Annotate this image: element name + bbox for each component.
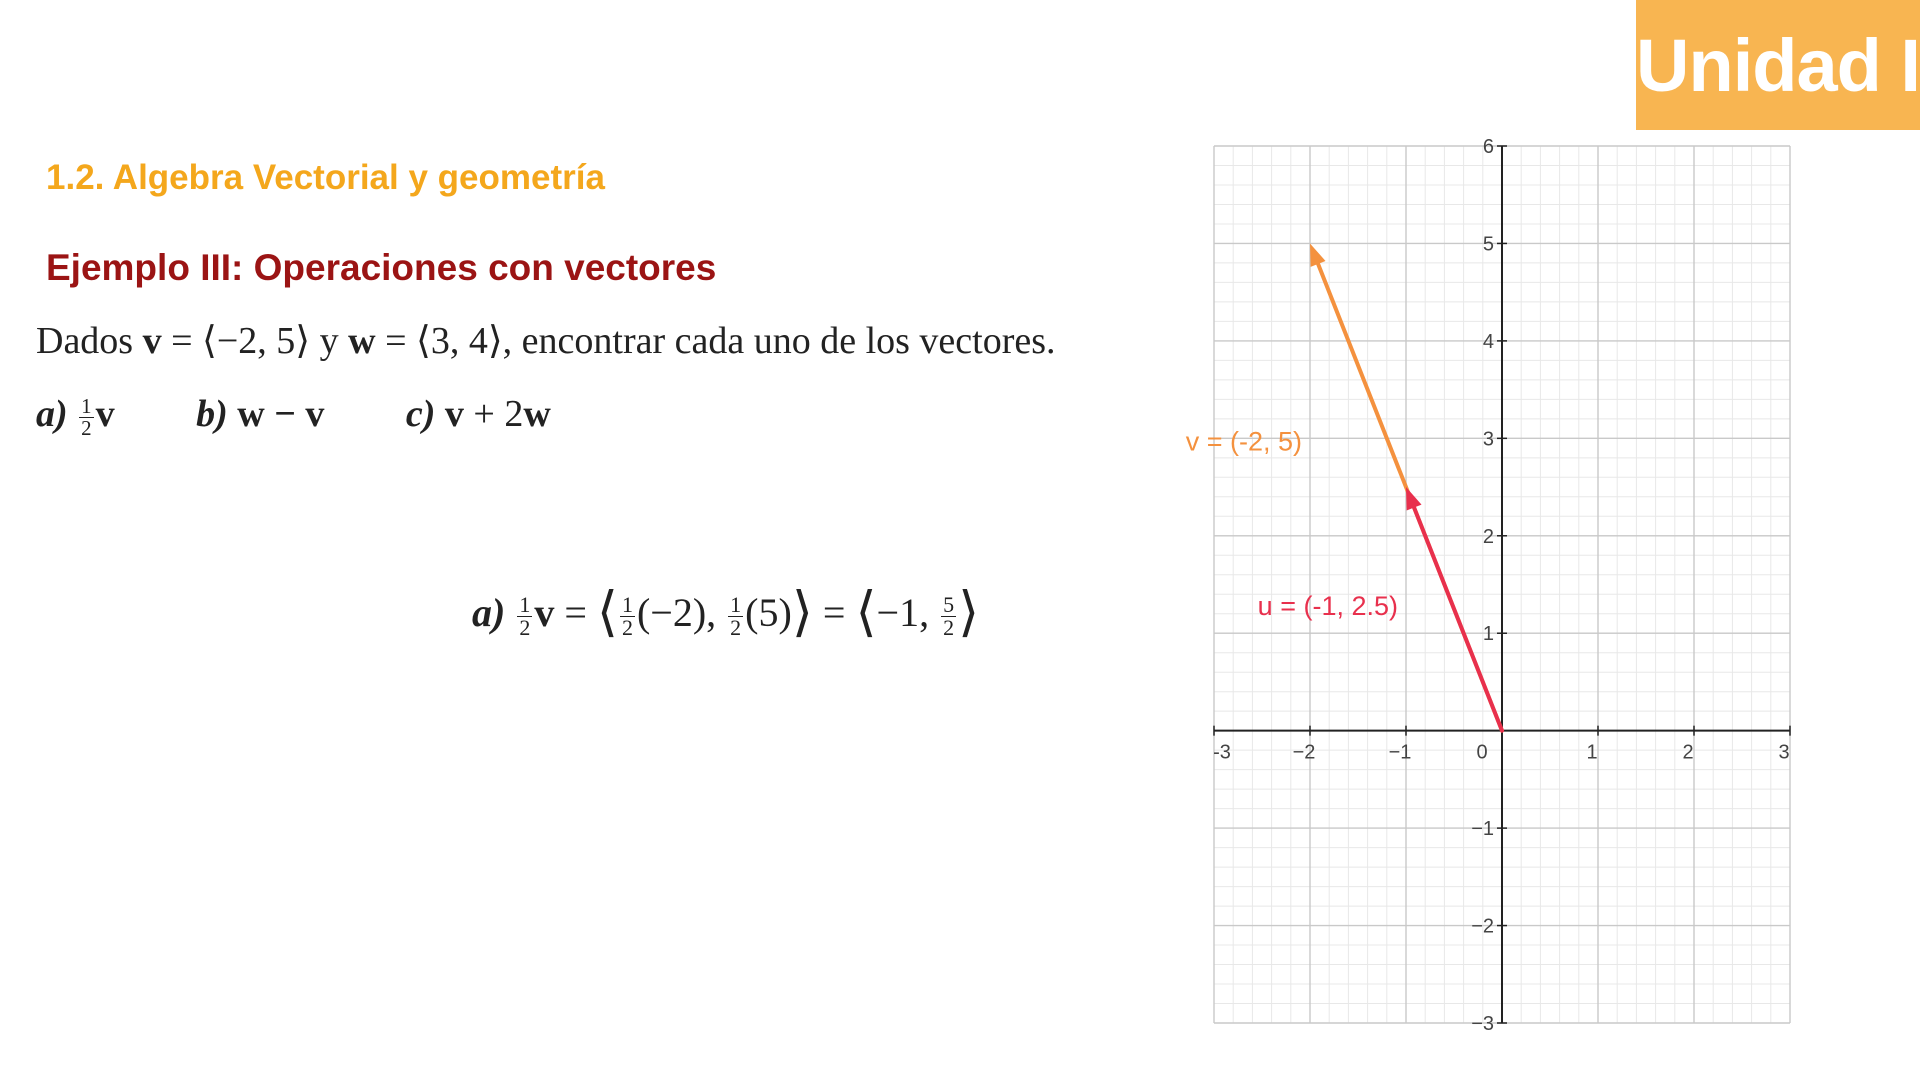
part-a xyxy=(36,392,115,439)
y-tick-label: 3 xyxy=(1482,428,1494,451)
answer-result-fraction xyxy=(941,594,956,639)
part-b xyxy=(196,392,324,436)
x-tick-label: 2 xyxy=(1682,741,1694,764)
exercise-parts xyxy=(36,392,623,439)
part-a-label: a) xyxy=(36,393,68,435)
vector-u-label: u = (-1, 2.5) xyxy=(1257,591,1398,622)
problem-statement xyxy=(36,318,1056,363)
x-tick-label: −1 xyxy=(1388,741,1412,764)
vector-v-label: v = (-2, 5) xyxy=(1185,426,1302,457)
part-b-expression: w − v xyxy=(237,393,325,435)
x-tick-label: -3 xyxy=(1213,741,1231,764)
left-angle-bracket: ⟨ xyxy=(596,582,618,642)
part-c-plus: + 2 xyxy=(463,393,524,435)
answer-inner-fraction-1 xyxy=(620,594,635,639)
vector-u-arrowhead xyxy=(1406,487,1422,510)
x-tick-label: 0 xyxy=(1476,741,1488,764)
fraction-denominator: 2 xyxy=(730,615,742,641)
left-angle-bracket-2: ⟨ xyxy=(855,582,877,642)
vector-graph xyxy=(1185,136,1800,1035)
y-tick-label: 5 xyxy=(1482,233,1494,256)
answer-vector: v xyxy=(534,590,555,635)
fraction-numerator: 1 xyxy=(621,592,633,618)
answer-a xyxy=(472,580,979,643)
y-tick-label: −2 xyxy=(1471,915,1494,938)
example-title: Ejemplo III: Operaciones con vectores xyxy=(46,247,717,288)
y-tick-label: 2 xyxy=(1482,525,1494,548)
x-tick-label: 3 xyxy=(1778,741,1790,764)
fraction-denominator: 2 xyxy=(621,615,633,641)
part-c xyxy=(406,392,551,436)
part-a-vector: v xyxy=(95,393,115,435)
answer-minus-one: −1, xyxy=(876,590,940,635)
fraction-denominator: 2 xyxy=(81,415,92,440)
answer-fraction xyxy=(517,594,532,639)
answer-inner-1: (−2), xyxy=(636,590,727,635)
statement-text-2: = ⟨−2, 5⟩ y xyxy=(161,320,349,362)
answer-equals: = xyxy=(554,590,597,635)
y-tick-label: 6 xyxy=(1482,136,1494,158)
y-tick-label: 4 xyxy=(1482,330,1494,353)
x-tick-label: −2 xyxy=(1292,741,1316,764)
fraction-numerator: 1 xyxy=(519,592,531,618)
part-a-fraction xyxy=(79,393,93,440)
answer-equals-2: = xyxy=(812,590,856,635)
fraction-numerator: 1 xyxy=(730,592,742,618)
right-angle-bracket: ⟩ xyxy=(791,582,813,642)
answer-inner-2: (5) xyxy=(745,590,792,635)
fraction-denominator: 2 xyxy=(943,615,955,641)
part-c-label: c) xyxy=(405,393,436,435)
part-c-vector-v: v xyxy=(444,393,464,435)
vector-w-symbol: w xyxy=(348,320,376,362)
part-c-vector-w: w xyxy=(523,393,551,435)
unit-badge: Unidad I xyxy=(1636,0,1920,130)
fraction-denominator: 2 xyxy=(519,615,531,641)
y-tick-label: 1 xyxy=(1482,623,1494,646)
answer-inner-fraction-2 xyxy=(728,594,743,639)
vector-v-symbol: v xyxy=(142,320,162,362)
y-tick-label: −1 xyxy=(1471,818,1494,841)
right-angle-bracket-2: ⟩ xyxy=(958,582,980,642)
statement-text-1: Dados xyxy=(36,320,143,362)
fraction-numerator: 5 xyxy=(943,592,955,618)
statement-text-3: = ⟨3, 4⟩, encontrar cada uno de los vectores. xyxy=(375,320,1056,362)
y-tick-label: −3 xyxy=(1471,1013,1494,1035)
x-tick-label: 1 xyxy=(1586,741,1598,764)
fraction-numerator: 1 xyxy=(81,393,92,418)
part-b-label: b) xyxy=(196,393,228,435)
answer-a-label: a) xyxy=(472,590,506,635)
section-title: 1.2. Algebra Vectorial y geometría xyxy=(46,158,605,197)
